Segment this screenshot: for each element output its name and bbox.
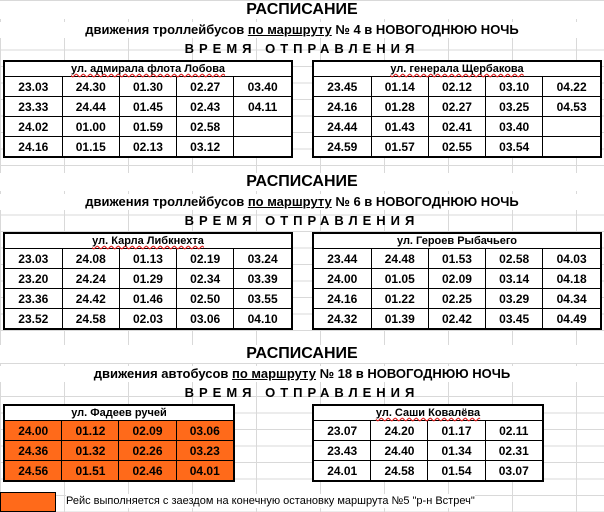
time-cell: 24.00	[313, 269, 371, 289]
time-cell: 03.06	[176, 421, 234, 441]
time-cell: 24.58	[62, 309, 119, 330]
section-2-departure-heading: ВРЕМЯ ОТПРАВЛЕНИЯ	[184, 213, 420, 228]
time-cell: 02.09	[119, 421, 176, 441]
time-cell: 01.32	[62, 441, 119, 461]
time-cell: 01.12	[62, 421, 119, 441]
time-cell: 04.49	[543, 309, 601, 330]
legend-text: Рейс выполняется с заездом на конечную остановку маршрута №5 "р-н Встреч"	[66, 495, 475, 507]
time-cell: 01.05	[371, 269, 428, 289]
time-cell: 03.40	[486, 117, 543, 137]
time-cell: 23.52	[4, 309, 62, 330]
time-cell: 02.41	[428, 117, 485, 137]
time-cell: 04.22	[543, 77, 601, 97]
table-row	[313, 117, 601, 137]
section-3-title: РАСПИСАНИЕ	[0, 345, 604, 363]
time-cell: 01.15	[62, 137, 119, 158]
section-3-departure-heading: ВРЕМЯ ОТПРАВЛЕНИЯ	[184, 385, 420, 400]
table-row	[313, 77, 601, 97]
time-cell: 03.06	[177, 309, 234, 330]
time-cell: 03.54	[486, 137, 543, 158]
section-2-title: РАСПИСАНИЕ	[0, 173, 604, 191]
time-cell: 03.29	[486, 289, 543, 309]
time-cell	[543, 137, 601, 158]
time-cell: 02.19	[177, 249, 234, 269]
time-cell: 01.43	[371, 117, 428, 137]
time-cell: 03.14	[486, 269, 543, 289]
section-2-subtitle: движения троллейбусов по маршруту № 6 в НОВОГОДНЮЮ НОЧЬ	[0, 194, 604, 210]
route-18-table-kovaleva	[312, 404, 544, 482]
table-row	[4, 117, 292, 137]
table-row	[313, 289, 601, 309]
time-cell: 01.13	[119, 249, 176, 269]
time-cell: 04.18	[543, 269, 601, 289]
time-cell: 01.29	[119, 269, 176, 289]
time-cell: 02.58	[177, 117, 234, 137]
time-cell: 04.03	[543, 249, 601, 269]
time-cell: 02.50	[177, 289, 234, 309]
time-cell: 02.42	[428, 309, 485, 330]
route-18-table-fadeev	[3, 404, 235, 482]
time-cell: 01.45	[119, 97, 176, 117]
route-6-table-rybachego	[312, 232, 602, 330]
time-cell: 24.36	[4, 441, 62, 461]
time-cell: 24.16	[313, 289, 371, 309]
time-cell: 01.39	[371, 309, 428, 330]
time-cell: 01.17	[428, 421, 485, 441]
stop-name: ул. генерала Щербакова	[313, 61, 601, 77]
time-cell	[234, 117, 292, 137]
table-row	[313, 249, 601, 269]
section-1-title: РАСПИСАНИЕ	[0, 1, 604, 19]
table-row	[4, 421, 234, 441]
time-cell: 23.45	[313, 77, 371, 97]
time-cell: 02.03	[119, 309, 176, 330]
stop-name: ул. Саши Ковалёва	[313, 405, 543, 421]
time-cell: 24.42	[62, 289, 119, 309]
stop-name: ул. адмирала флота Лобова	[4, 61, 292, 77]
table-row	[4, 269, 292, 289]
time-cell: 23.07	[313, 421, 371, 441]
time-cell: 04.01	[176, 461, 234, 482]
time-cell: 24.30	[62, 77, 119, 97]
table-row	[313, 97, 601, 117]
time-cell: 03.25	[486, 97, 543, 117]
time-cell: 01.57	[371, 137, 428, 158]
time-cell: 23.03	[4, 77, 62, 97]
table-row	[4, 137, 292, 158]
table-row	[4, 309, 292, 330]
table-row	[4, 461, 234, 482]
time-cell: 24.59	[313, 137, 371, 158]
time-cell: 02.09	[428, 269, 485, 289]
table-row	[313, 137, 601, 158]
table-row	[313, 441, 543, 461]
time-cell: 24.20	[371, 421, 428, 441]
section-1-departure-heading: ВРЕМЯ ОТПРАВЛЕНИЯ	[184, 41, 420, 56]
time-cell: 02.12	[428, 77, 485, 97]
time-cell: 24.40	[371, 441, 428, 461]
route-6-table-libknehta	[3, 232, 293, 330]
time-cell: 02.46	[119, 461, 176, 482]
time-cell: 03.55	[234, 289, 292, 309]
time-cell: 02.34	[177, 269, 234, 289]
table-row	[4, 441, 234, 461]
time-cell: 04.34	[543, 289, 601, 309]
time-cell: 24.16	[4, 137, 62, 158]
time-cell: 04.10	[234, 309, 292, 330]
time-cell: 01.00	[62, 117, 119, 137]
table-row	[313, 421, 543, 441]
table-row	[313, 269, 601, 289]
time-cell: 01.59	[119, 117, 176, 137]
time-cell: 01.28	[371, 97, 428, 117]
time-cell: 04.11	[234, 97, 292, 117]
stop-name: ул. Карла Либкнехта	[4, 233, 292, 249]
time-cell: 02.11	[485, 421, 543, 441]
time-cell: 03.39	[234, 269, 292, 289]
time-cell: 01.30	[119, 77, 176, 97]
stop-name: ул. Героев Рыбачьего	[313, 233, 601, 249]
time-cell: 24.24	[62, 269, 119, 289]
time-cell: 03.45	[486, 309, 543, 330]
time-cell: 04.53	[543, 97, 601, 117]
time-cell: 23.44	[313, 249, 371, 269]
time-cell: 02.43	[177, 97, 234, 117]
route-4-table-shcherbakova	[312, 60, 602, 158]
time-cell: 01.53	[428, 249, 485, 269]
time-cell: 02.31	[485, 441, 543, 461]
time-cell: 03.12	[177, 137, 234, 158]
time-cell: 23.36	[4, 289, 62, 309]
time-cell: 03.07	[485, 461, 543, 482]
time-cell: 02.26	[119, 441, 176, 461]
section-1-subtitle: движения троллейбусов по маршруту № 4 в НОВОГОДНЮЮ НОЧЬ	[0, 22, 604, 38]
time-cell: 24.58	[371, 461, 428, 482]
table-row	[4, 289, 292, 309]
table-row	[313, 309, 601, 330]
time-cell: 01.54	[428, 461, 485, 482]
section-3-subtitle: движения автобусов по маршруту № 18 в НОВОГОДНЮЮ НОЧЬ	[0, 366, 604, 382]
time-cell: 24.56	[4, 461, 62, 482]
time-cell: 24.02	[4, 117, 62, 137]
time-cell: 01.22	[371, 289, 428, 309]
time-cell: 03.24	[234, 249, 292, 269]
time-cell: 23.03	[4, 249, 62, 269]
time-cell: 24.48	[371, 249, 428, 269]
time-cell	[234, 137, 292, 158]
time-cell: 23.43	[313, 441, 371, 461]
stop-name: ул. Фадеев ручей	[4, 405, 234, 421]
time-cell	[543, 117, 601, 137]
time-cell: 02.58	[486, 249, 543, 269]
time-cell: 24.16	[313, 97, 371, 117]
time-cell: 03.40	[234, 77, 292, 97]
time-cell: 02.27	[177, 77, 234, 97]
time-cell: 24.32	[313, 309, 371, 330]
time-cell: 01.34	[428, 441, 485, 461]
table-row	[4, 249, 292, 269]
route-4-table-lobova	[3, 60, 293, 158]
time-cell: 24.01	[313, 461, 371, 482]
time-cell: 03.23	[176, 441, 234, 461]
table-row	[313, 461, 543, 482]
time-cell: 01.51	[62, 461, 119, 482]
time-cell: 02.25	[428, 289, 485, 309]
time-cell: 24.08	[62, 249, 119, 269]
time-cell: 24.44	[313, 117, 371, 137]
time-cell: 23.20	[4, 269, 62, 289]
time-cell: 01.46	[119, 289, 176, 309]
time-cell: 01.14	[371, 77, 428, 97]
time-cell: 02.27	[428, 97, 485, 117]
time-cell: 03.10	[486, 77, 543, 97]
time-cell: 02.55	[428, 137, 485, 158]
table-row	[4, 97, 292, 117]
time-cell: 24.00	[4, 421, 62, 441]
table-row	[4, 77, 292, 97]
time-cell: 24.44	[62, 97, 119, 117]
legend-color-swatch	[0, 492, 56, 512]
time-cell: 02.13	[119, 137, 176, 158]
time-cell: 23.33	[4, 97, 62, 117]
